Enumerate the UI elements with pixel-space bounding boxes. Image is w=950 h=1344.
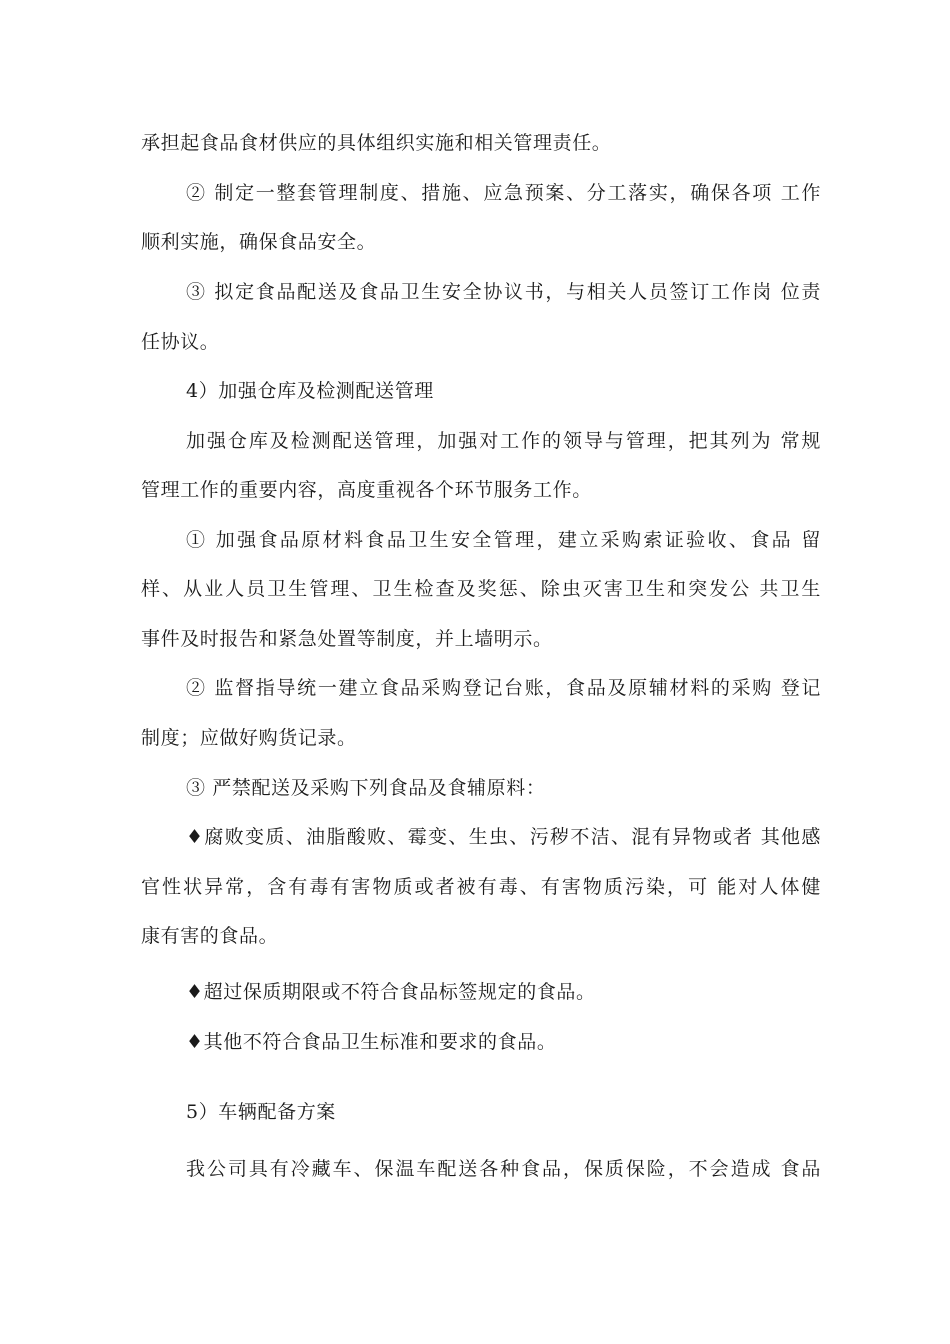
bullet-line: ♦腐败变质、油脂酸败、霉变、生虫、污秽不洁、混有异物或者 其他感: [186, 826, 821, 848]
paragraph-line: 承担起食品食材供应的具体组织实施和相关管理责任。: [141, 132, 612, 154]
bullet-line: ♦超过保质期限或不符合食品标签规定的食品。: [186, 981, 596, 1003]
paragraph-line: ③ 严禁配送及采购下列食品及食辅原料：: [186, 777, 546, 799]
bullet-line: ♦其他不符合食品卫生标准和要求的食品。: [186, 1031, 557, 1053]
paragraph-line: ① 加强食品原材料食品卫生安全管理，建立采购索证验收、食品 留: [186, 529, 821, 551]
paragraph-line: 事件及时报告和紧急处置等制度，并上墙明示。: [141, 628, 553, 650]
paragraph-line: ③ 拟定食品配送及食品卫生安全协议书，与相关人员签订工作岗 位责: [186, 281, 821, 303]
paragraph-line: ② 制定一整套管理制度、措施、应急预案、分工落实，确保各项 工作: [186, 182, 821, 204]
paragraph-line: 加强仓库及检测配送管理，加强对工作的领导与管理，把其列为 常规: [186, 430, 821, 452]
section-heading: 5）车辆配备方案: [186, 1101, 336, 1123]
paragraph-line: 管理工作的重要内容，高度重视各个环节服务工作。: [141, 479, 592, 501]
paragraph-line: 顺利实施，确保食品安全。: [141, 231, 377, 253]
paragraph-line: 康有害的食品。: [141, 925, 279, 947]
paragraph-line: ② 监督指导统一建立食品采购登记台账，食品及原辅材料的采购 登记: [186, 677, 821, 699]
paragraph-line: 制度；应做好购货记录。: [141, 727, 357, 749]
paragraph-line: 任协议。: [141, 331, 220, 353]
paragraph-line: 官性状异常，含有毒有害物质或者被有毒、有害物质污染，可 能对人体健: [141, 876, 821, 898]
section-heading: 4）加强仓库及检测配送管理: [186, 380, 434, 402]
paragraph-line: 样、从业人员卫生管理、卫生检查及奖惩、除虫灭害卫生和突发公 共卫生: [141, 578, 821, 600]
paragraph-line: 我公司具有冷藏车、保温车配送各种食品，保质保险，不会造成 食品: [186, 1158, 821, 1180]
